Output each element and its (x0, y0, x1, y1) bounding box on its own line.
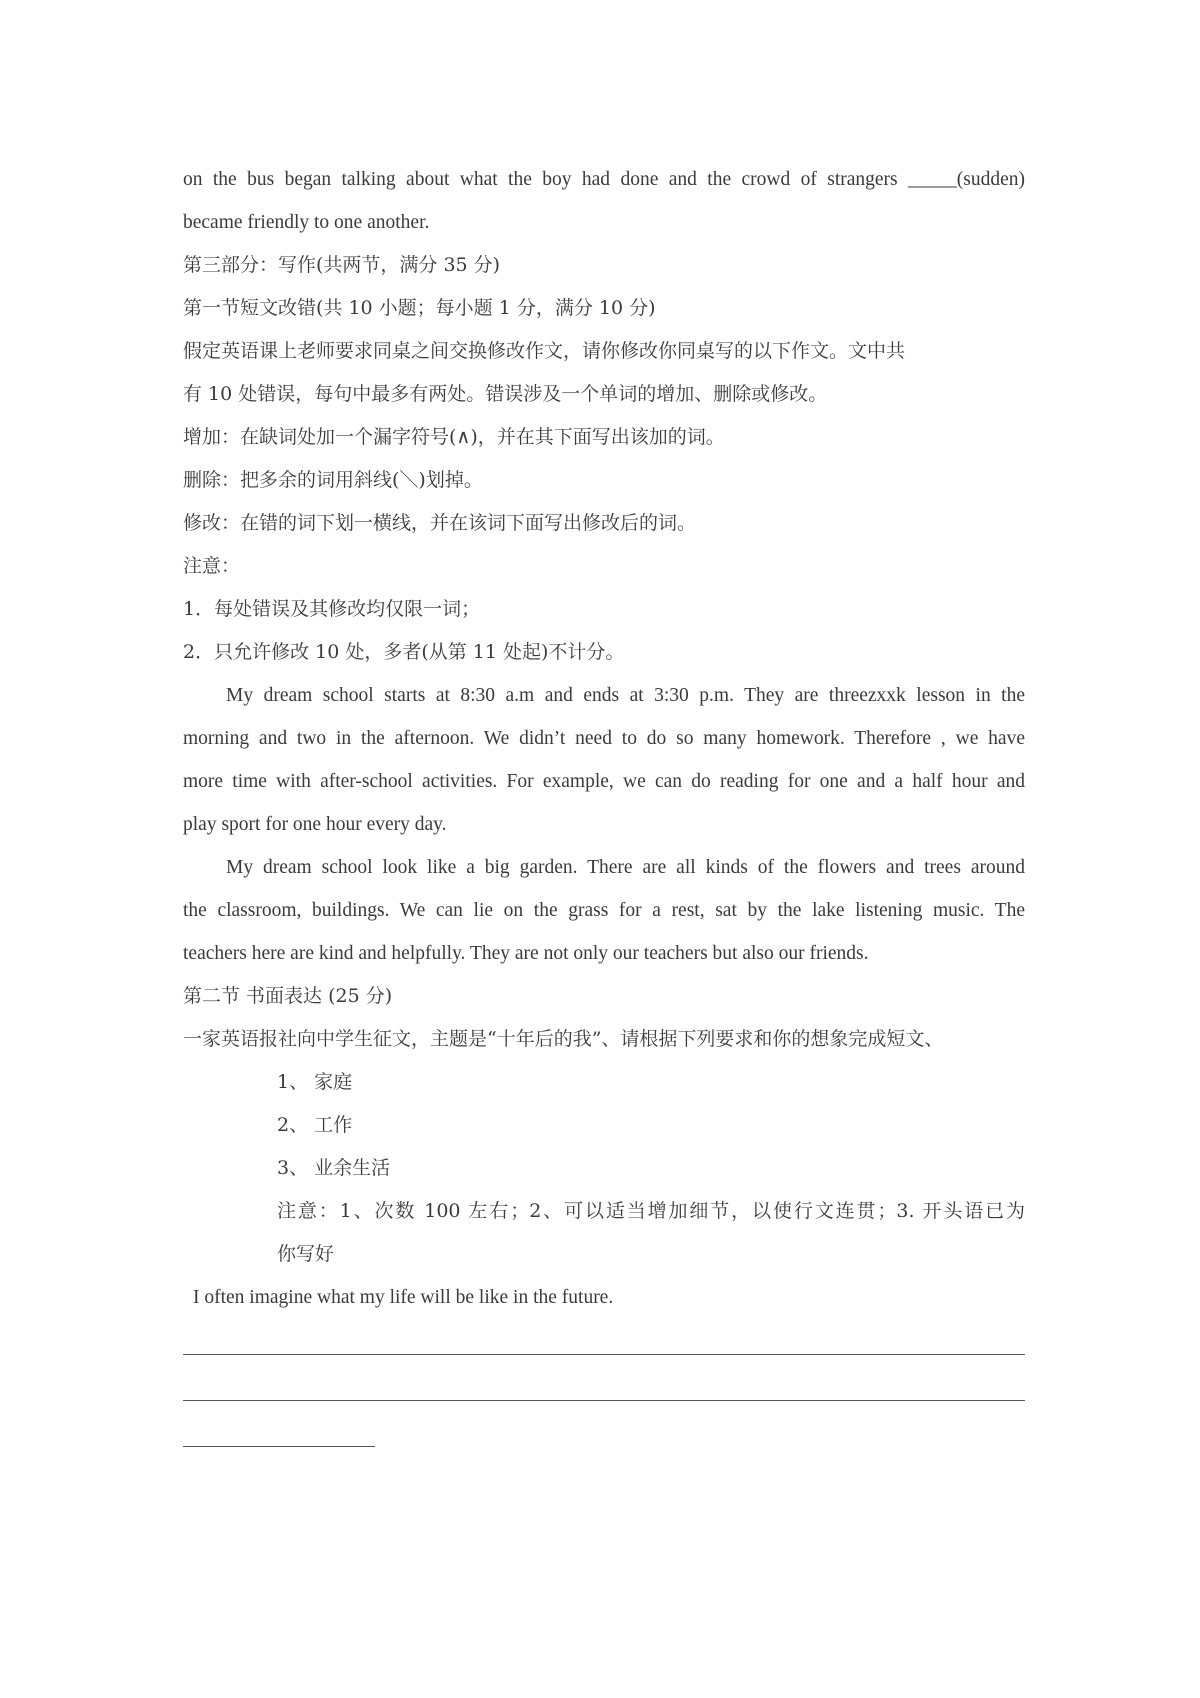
section1-heading: 第一节短文改错(共 10 小题；每小题 1 分，满分 10 分) (183, 297, 656, 319)
delete-rule: 删除：把多余的词用斜线(＼)划掉。 (183, 469, 483, 491)
instruction-line-2: 有 10 处错误，每句中最多有两处。错误涉及一个单词的增加、删除或修改。 (183, 383, 828, 405)
modify-rule: 修改：在错的词下划一横线，并在该词下面写出修改后的词。 (183, 512, 697, 534)
essay-paragraph-2-line-1: My dream school look like a big garden. There are all kinds of the flowers and trees around (226, 857, 1025, 878)
answer-rule-1 (183, 1354, 1025, 1355)
requirement-item-3: 3、 业余生活 (277, 1157, 391, 1179)
essay-paragraph-1-line-3: more time with after-school activities. For example, we can do reading for one and a half hour and (183, 771, 1025, 792)
answer-line-1 (183, 1319, 1025, 1365)
note-item-2: 2．只允许修改 10 处，多者(从第 11 处起)不计分。 (183, 641, 625, 663)
answer-line-2 (183, 1365, 1025, 1411)
requirement-note-line-2: 你写好 (277, 1243, 335, 1265)
note-item-1: 1．每处错误及其修改均仅限一词； (183, 598, 481, 620)
answer-line-3 (183, 1411, 1025, 1457)
section2-heading: 第二节 书面表达 (25 分) (183, 985, 393, 1007)
essay-paragraph-1-line-4: play sport for one hour every day. (183, 814, 447, 835)
essay-paragraph-2-line-2: the classroom, buildings. We can lie on the grass for a rest, sat by the lake listening music. The (183, 900, 1025, 921)
essay-paragraph-1-line-1: My dream school starts at 8:30 a.m and ends at 3:30 p.m. They are threezxxk lesson in the (226, 685, 1025, 706)
add-rule: 增加：在缺词处加一个漏字符号(∧)，并在其下面写出该加的词。 (183, 426, 725, 448)
requirement-note-line-1: 注意：1、次数 100 左右；2、可以适当增加细节，以使行文连贯；3. 开头语已为 (277, 1200, 1025, 1222)
answer-rule-3 (183, 1446, 375, 1447)
requirement-item-1: 1、 家庭 (277, 1071, 353, 1093)
note-label: 注意： (183, 555, 241, 577)
instruction-line-1: 假定英语课上老师要求同桌之间交换修改作文，请你修改你同桌写的以下作文。文中共 (183, 340, 906, 362)
passage-line-2: became friendly to one another. (183, 212, 430, 233)
requirement-item-2: 2、 工作 (277, 1114, 353, 1136)
passage-line-1: on the bus began talking about what the boy had done and the crowd of strangers _____(sudden) (183, 169, 1025, 190)
writing-prompt: 一家英语报社向中学生征文，主题是“十年后的我”、请根据下列要求和你的想象完成短文、 (183, 1028, 944, 1050)
answer-rule-2 (183, 1400, 1025, 1401)
essay-paragraph-1-line-2: morning and two in the afternoon. We didn’t need to do so many homework. Therefore , we have (183, 728, 1025, 749)
essay-paragraph-2-line-3: teachers here are kind and helpfully. They are not only our teachers but also our friends. (183, 943, 869, 964)
part3-heading: 第三部分：写作(共两节，满分 35 分) (183, 254, 501, 276)
document-body (183, 158, 1025, 1457)
opening-sentence: I often imagine what my life will be like in the future. (193, 1287, 614, 1308)
